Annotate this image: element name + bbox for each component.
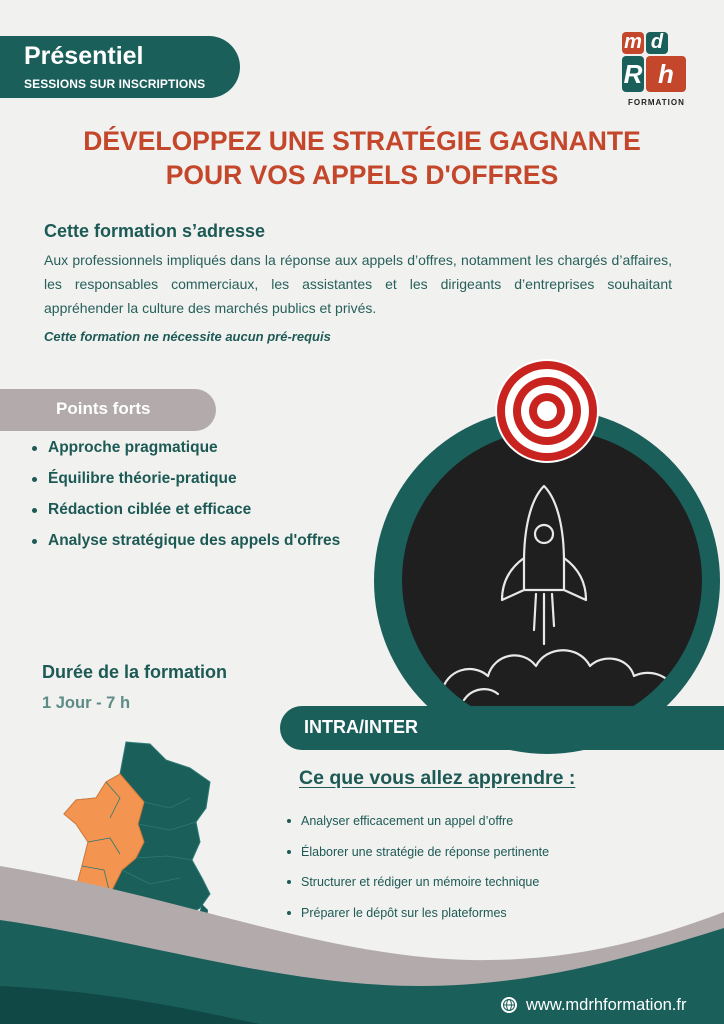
logo-tile-h: h bbox=[646, 56, 686, 92]
bullet-icon bbox=[32, 539, 37, 544]
list-item-label: Préparer le dépôt sur les plateformes bbox=[301, 905, 507, 920]
title-line-1: DÉVELOPPEZ UNE STRATÉGIE GAGNANTE bbox=[83, 126, 641, 156]
audience-text: Aux professionnels impliqués dans la réponse aux appels d’offres, notamment les chargés d’affaires, les responsables commerciaux, les assistantes et les dirigeants d’entreprises souhaitant appréhender la culture des marchés publics et privés. bbox=[44, 252, 672, 316]
list-item-label: Élaborer une stratégie de réponse pertinente bbox=[301, 844, 550, 859]
bullet-icon bbox=[32, 477, 37, 482]
target-icon bbox=[494, 358, 600, 464]
points-forts-label: Points forts bbox=[56, 399, 151, 418]
logo-footer: FORMATION bbox=[628, 98, 685, 107]
session-subtitle: SESSIONS SUR INSCRIPTIONS bbox=[24, 77, 206, 91]
list-item-label: Analyser efficacement un appel d’offre bbox=[301, 814, 514, 828]
rocket-icon bbox=[402, 430, 702, 730]
prerequisite-note: Cette formation ne nécessite aucun pré-requis bbox=[44, 329, 331, 344]
duration-heading: Durée de la formation bbox=[42, 662, 228, 682]
logo-tile-m: m bbox=[622, 32, 644, 54]
session-type: Présentiel bbox=[24, 42, 144, 70]
bullet-icon bbox=[32, 508, 37, 513]
rocket-illustration bbox=[402, 430, 702, 730]
title-line-2: POUR VOS APPELS D'OFFRES bbox=[165, 160, 559, 190]
mdrh-logo bbox=[620, 32, 692, 110]
list-item-label: Rédaction ciblée et efficace bbox=[48, 501, 252, 518]
duration-value: 1 Jour - 7 h bbox=[42, 694, 131, 712]
list-item bbox=[30, 466, 340, 497]
format-label: INTRA/INTER bbox=[304, 717, 418, 737]
list-item-label: Équilibre théorie-pratique bbox=[48, 470, 237, 487]
list-item-label: Approche pragmatique bbox=[48, 439, 218, 456]
points-forts-badge bbox=[0, 389, 216, 431]
logo-tile-r: R bbox=[622, 56, 644, 92]
logo-tile-d: d bbox=[646, 32, 668, 54]
list-item bbox=[30, 435, 340, 466]
learn-heading: Ce que vous allez apprendre : bbox=[299, 767, 576, 789]
audience-heading: Cette formation s’adresse bbox=[44, 221, 266, 241]
session-type-badge bbox=[0, 36, 240, 98]
page-title bbox=[40, 124, 684, 192]
list-item-label: Structurer et rédiger un mémoire technique bbox=[301, 875, 540, 889]
points-forts-list bbox=[30, 435, 340, 559]
format-badge bbox=[280, 706, 724, 750]
bullet-icon bbox=[32, 446, 37, 451]
globe-icon bbox=[500, 996, 518, 1014]
list-item bbox=[30, 497, 340, 528]
list-item bbox=[30, 528, 340, 559]
bullet-icon bbox=[287, 819, 291, 823]
website-link[interactable]: www.mdrhformation.fr bbox=[526, 996, 687, 1014]
list-item-label: Analyse stratégique des appels d'offres bbox=[48, 532, 341, 549]
